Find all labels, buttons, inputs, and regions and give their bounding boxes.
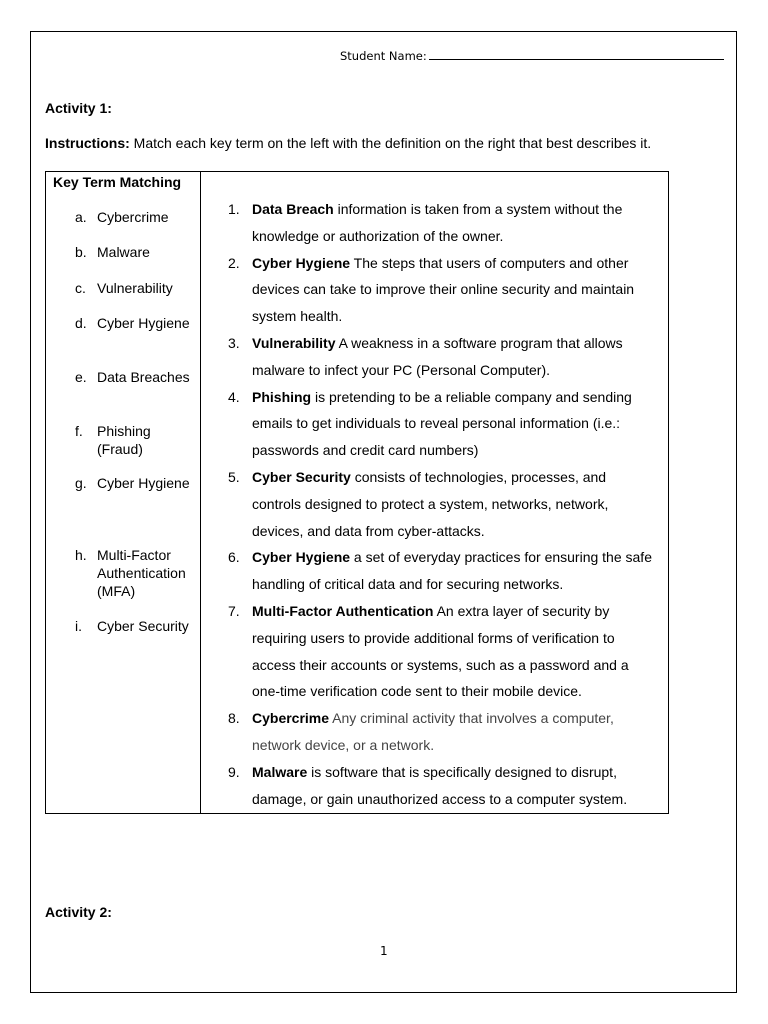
term-text: Cyber Security [97,618,189,634]
instructions-label: Instructions: [45,135,130,151]
definition-term: Cyber Security [252,468,351,485]
term-text: Malware [97,244,150,260]
term-letter: d. [75,315,87,331]
activity-1-title: Activity 1: [45,100,112,116]
definition-text: a set of everyday practices for ensuring the safe handling of critical data and for securing networks. [252,549,652,593]
definition-text: consists of technologies, processes, and controls designed to protect a system, networks, network, devices, and data from cyber-attacks. [252,468,609,539]
definition-term: Cyber Hygiene [252,254,351,271]
definition-number: 6. [228,549,240,566]
term-letter: h. [75,547,87,563]
definition-item [228,759,658,813]
definition-term: Multi-Factor Authentication [252,602,434,619]
definition-text: The steps that users of computers and other devices can take to improve their online security and maintain system health. [252,254,635,325]
definition-term: Data Breach [252,201,334,217]
definition-number: 1. [228,201,240,217]
definition-item [228,196,658,250]
page-number: 1 [380,944,388,958]
definition-text: is pretending to be a reliable company and sending emails to get individuals to reveal personal information (i.e.: passwords and credit card numbers) [252,388,632,459]
definition-item [228,705,658,759]
definition-number: 8. [228,710,240,727]
key-terms-column [46,172,201,813]
term-letter: e. [75,369,87,385]
definition-number: 2. [228,254,240,271]
term-letter: c. [75,280,86,296]
definition-term: Vulnerability [252,334,336,351]
definition-text: Any criminal activity that involves a computer, network device, or a network. [252,710,614,753]
term-letter: g. [75,475,87,491]
definition-term: Cybercrime [252,710,330,727]
definition-number: 7. [228,602,240,619]
term-text: Cyber Hygiene [97,475,190,491]
term-letter: b. [75,244,87,260]
activity-2-title: Activity 2: [45,904,112,920]
key-term-matching-table [45,171,669,814]
definition-item [228,250,658,330]
student-name-field [340,49,724,63]
definition-item [228,598,658,705]
term-letter: i. [75,618,82,634]
instructions-text: Match each key term on the left with the definition on the right that best describes it. [129,135,652,151]
definition-text: A weakness in a software program that allows malware to infect your PC (Personal Computer). [252,334,623,378]
definition-item [228,384,658,464]
term-text: Phishing (Fraud) [97,423,151,457]
definition-text: is software that is specifically designed to disrupt, damage, or gain unauthorized access to a computer system. [252,763,628,807]
definition-item [228,464,658,544]
definitions-list [228,196,658,812]
student-name-blank[interactable] [429,49,724,60]
definition-term: Phishing [252,388,312,405]
term-text: Vulnerability [97,280,173,296]
definition-number: 5. [228,468,240,485]
term-text: Data Breaches [97,369,190,385]
term-letter: a. [75,209,87,225]
term-text: Cyber Hygiene [97,315,190,331]
definition-number: 3. [228,334,240,351]
definition-item [228,330,658,384]
definition-term: Cyber Hygiene [252,549,351,566]
table-header: Key Term Matching [53,174,182,190]
term-text: Multi-Factor Authentication (MFA) [97,547,186,599]
definition-number: 4. [228,388,240,405]
definition-term: Malware [252,763,308,780]
student-name-label: Student Name: [340,49,427,63]
term-letter: f. [75,423,83,439]
instructions [45,135,651,151]
definition-number: 9. [228,763,240,780]
term-text: Cybercrime [97,209,169,225]
definition-text: An extra layer of security by requiring users to provide additional forms of verification to access their accounts or systems, such as a password and a one-time verification code sent to their mobile device. [252,602,629,700]
definition-text: information is taken from a system without the knowledge or authorization of the owner. [252,201,623,244]
definition-item [228,544,658,598]
